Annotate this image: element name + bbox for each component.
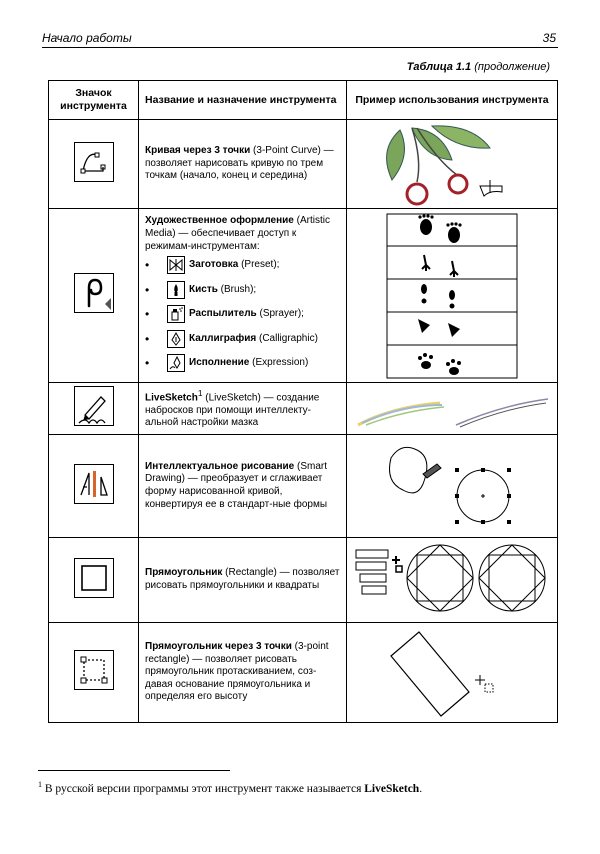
description-cell (139, 435, 347, 538)
tool-text: (3-point rectangle) — позволяет рисовать прямоугольник протаскиванием, соз-давая основание прямоугольника и определяя его высоту (145, 641, 329, 703)
footprints-illustration (386, 213, 518, 379)
description-cell (139, 120, 347, 209)
brush-icon (167, 281, 185, 299)
page-header (42, 31, 558, 48)
footnote (38, 780, 422, 795)
smart-drawing-illustration (377, 438, 527, 534)
three-point-rectangle-icon (74, 650, 114, 690)
livesketch-icon (74, 386, 114, 426)
tool-text: (Smart Drawing) — преобразует и сглаживает форму нарисованной кривой, конвертируя ее в стандарт-ные формы (145, 460, 328, 510)
list-item (145, 253, 341, 278)
table-caption (407, 61, 550, 73)
tools-table (48, 80, 558, 723)
description-cell (139, 623, 347, 723)
three-point-curve-icon (74, 142, 114, 182)
bullet-icon: • (145, 258, 150, 273)
subtool-text: (Expression) (252, 357, 309, 369)
header-icon-col: Значок инструмента (49, 81, 139, 120)
header-name-col: Название и назначение инструмента (139, 81, 347, 120)
chapter-title: Начало работы (42, 31, 132, 45)
bullet-icon: • (145, 356, 150, 371)
smart-drawing-icon (74, 464, 114, 504)
table-header-row (49, 81, 558, 120)
example-cell (347, 383, 558, 435)
icon-cell (49, 209, 139, 383)
footnote-text: В русской версии программы этот инструмент также называется (44, 782, 362, 795)
table-row (49, 435, 558, 538)
list-item (145, 327, 341, 352)
bullet-icon: • (145, 307, 150, 322)
tool-text: (LiveSketch) — создание набросков при помощи интеллекту-альной настройки мазка (145, 392, 320, 429)
table-row (49, 383, 558, 435)
subtool-name: Заготовка (189, 259, 239, 271)
table-row (49, 538, 558, 623)
tool-name: LiveSketch (145, 392, 198, 404)
subtool-name: Каллиграфия (189, 332, 257, 344)
caption-label: Таблица 1.1 (406, 61, 472, 73)
subtool-name: Распылитель (189, 308, 257, 320)
subtool-text: (Sprayer); (259, 308, 304, 320)
example-cell (347, 435, 558, 538)
subtool-name: Исполнение (189, 357, 250, 369)
rotated-rectangle-illustration (377, 626, 527, 720)
subtool-text: (Calligraphic) (259, 332, 318, 344)
tool-text: (3-Point Curve) — позволяет нарисовать кривую по трем точкам (начало, конец и середина) (145, 145, 334, 182)
description-cell (139, 538, 347, 623)
icon-cell (49, 435, 139, 538)
tool-name: Художественное оформление (145, 215, 294, 227)
tool-name: Прямоугольник через 3 точки (145, 641, 292, 653)
subtool-text: (Brush); (220, 283, 257, 295)
icon-cell (49, 538, 139, 623)
artistic-media-icon (74, 273, 114, 313)
subtool-list (145, 253, 341, 376)
list-item (145, 302, 341, 327)
footnote-ref: 1 (197, 387, 203, 398)
footnote-end: . (419, 782, 423, 795)
rectangles-illustration (352, 540, 552, 620)
header-example-col: Пример использования инструмента (347, 81, 558, 120)
example-cell (347, 120, 558, 209)
example-cell (347, 209, 558, 383)
icon-cell (49, 623, 139, 723)
tool-name: Кривая через 3 точки (145, 145, 251, 157)
footnote-mark: 1 (38, 780, 42, 789)
example-cell (347, 538, 558, 623)
list-item (145, 278, 341, 303)
icon-cell (49, 120, 139, 209)
rectangle-icon (74, 558, 114, 598)
tool-text: (Artistic Media) — обеспечивает доступ к режимам-инструментам: (145, 215, 330, 252)
caption-suffix: (продолжение) (474, 61, 550, 73)
preset-icon (167, 256, 185, 274)
footnote-bold: LiveSketch (364, 782, 420, 795)
bullet-icon: • (145, 282, 150, 297)
list-item (145, 351, 341, 376)
sketch-strokes-illustration (352, 385, 552, 433)
bullet-icon: • (145, 331, 150, 346)
subtool-text: (Preset); (241, 259, 280, 271)
tool-text: (Rectangle) — позволяет рисовать прямоугольники и квадраты (145, 567, 340, 591)
cherry-illustration (372, 120, 532, 208)
description-cell (139, 383, 347, 435)
page-number: 35 (542, 31, 556, 45)
calligraphic-icon (167, 330, 185, 348)
table-row (49, 120, 558, 209)
footnote-divider (38, 770, 230, 771)
tool-name: Интеллектуальное рисование (145, 460, 295, 472)
table-row (49, 623, 558, 723)
icon-cell (49, 383, 139, 435)
table-row (49, 209, 558, 383)
example-cell (347, 623, 558, 723)
subtool-name: Кисть (189, 283, 218, 295)
expression-icon (167, 354, 185, 372)
description-cell (139, 209, 347, 383)
sprayer-icon (167, 305, 185, 323)
tool-name: Прямоугольник (145, 567, 223, 579)
